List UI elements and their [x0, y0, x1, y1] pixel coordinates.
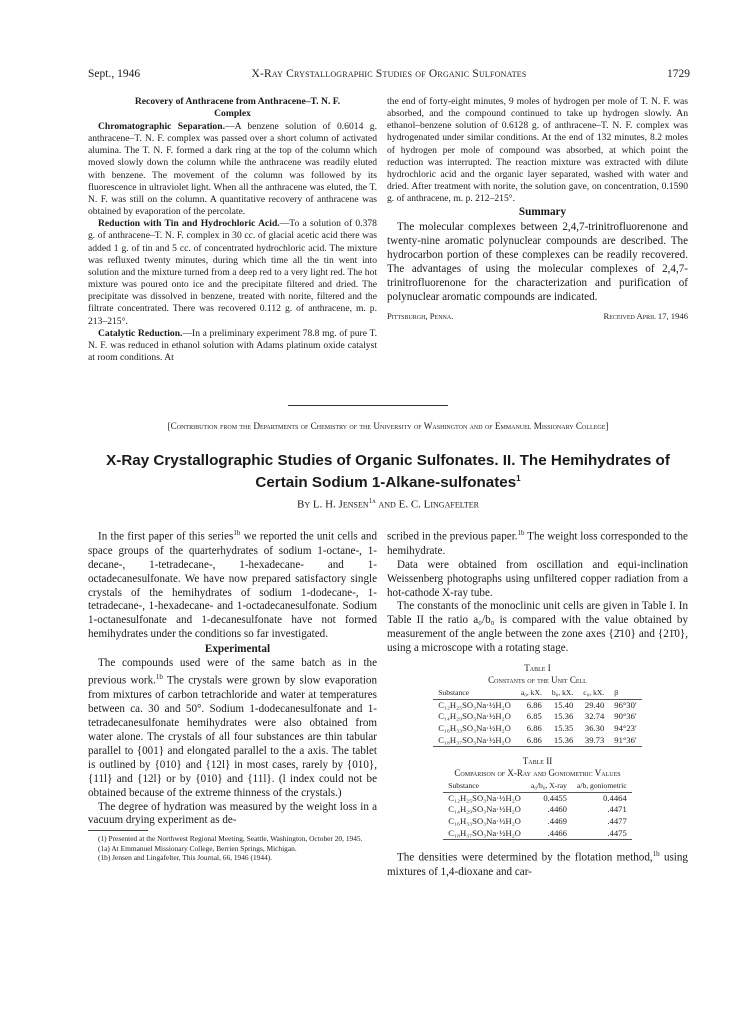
- continuation-paragraph: [387, 527, 688, 559]
- table-2-label: Table II: [522, 756, 553, 767]
- prev-continuation: the end of forty-eight minutes, 9 moles of hydrogen per mole of T. N. F. was absorbed, and the compound continued to take up hydrogen slowly. An ethanol–benzene solution of 0.6128 g. of anthracene–T. N. F. complex was hydrogenated under similar conditions. At the end of 132 minutes, 8.2 moles of hydrogen per mole of compound was absorbed, at which point the reduction was interrupted. The reaction mixture was extracted with dilute hydrochloric acid and the organic layer separated, washed with water and dried. After treatment with norite, the solution gave, on concentration, 0.1590 g. of anthracene, m. p. 212–215°.: [387, 96, 688, 205]
- summary-heading: Summary: [518, 206, 567, 219]
- table-cell: 39.73: [578, 735, 609, 747]
- article-left-column: [88, 527, 377, 863]
- continuation-text-a: scribed in the previous paper.: [387, 530, 518, 543]
- tin-runin: Reduction with Tin and Hydrochloric Acid.: [98, 218, 280, 230]
- article-title: [88, 452, 688, 491]
- authors-by: By: [297, 498, 311, 511]
- densities-text-b: using mixtures of 1,4-dioxane and car-: [387, 851, 688, 878]
- table-cell: 6.85: [526, 711, 542, 722]
- column-header: a/b, goniometric: [572, 779, 632, 792]
- signoff: [387, 310, 688, 322]
- table-header-row: [443, 779, 632, 792]
- table-cell: .4466: [526, 828, 572, 840]
- table-cell: 15.35: [553, 723, 574, 734]
- table-1: [387, 662, 688, 747]
- continuation-text-b: The weight loss corresponded to the hemihydrate.: [387, 530, 688, 557]
- table-2-caption: Comparison of X-Ray and Goniometric Values: [454, 768, 621, 779]
- table-row: [443, 792, 632, 804]
- contribution-line: [Contribution from the Departments of Chemistry of the University of Washington and of Emmanuel Missionary College]: [167, 421, 609, 431]
- table-cell: C₁₂H₂₅SO₃Na·½H₂O: [448, 792, 521, 803]
- table-cell: .4469: [547, 816, 567, 827]
- tin-text: —To a solution of 0.378 g. of anthracene–T. N. F. complex in 30 cc. of glacial acetic acid there was added 1 g. of tin and 5 cc. of concentrated hydrochloric acid. The mixture was refluxed twenty minutes, during which time all the tin went into solution and the mixture turned from a deep red to a very light red. The hot mixture was poured onto ice and the precipitate filtered and dried. The precipitate was dissolved in benzene, treated with norite, filtered and the filtrate concentrated. There was recovered 0.112 g. of anthracene, m. p. 213–215°.: [88, 218, 377, 327]
- article-right-column: [387, 527, 688, 880]
- table-cell: C₁₆H₃₃SO₃Na·½H₂O: [448, 816, 521, 827]
- column-header: Substance: [443, 779, 526, 792]
- author-1: L. H. Jensen: [312, 498, 369, 511]
- table-2: [387, 755, 688, 840]
- table-1-label: Table I: [524, 663, 551, 674]
- intro-footnote-mark: 1b: [233, 529, 241, 537]
- page-number: 1729: [667, 68, 690, 80]
- footnote-1a: (1a) At Emmanuel Missionary College, Berrien Springs, Michigan.: [98, 843, 297, 853]
- experimental-footnote-mark: 1b: [155, 673, 163, 682]
- table-header-row: [433, 686, 642, 699]
- table-row: [443, 828, 632, 840]
- experimental-text-a: The compounds used were of the same batch as in the previous work.: [88, 657, 377, 687]
- table-cell: 15.40: [553, 699, 574, 710]
- table-cell: 90°36′: [614, 711, 637, 722]
- table-cell: C₁₄H₂₉SO₃Na·½H₂O: [448, 804, 521, 815]
- densities-text-a: The densities were determined by the flotation method,: [397, 851, 653, 864]
- table-cell: .4477: [607, 816, 627, 827]
- table-cell: C₁₆H₃₃SO₃Na·½H₂O: [438, 723, 511, 734]
- table-cell: 15.36: [553, 711, 574, 722]
- intro-text-b: we reported the unit cells and space groups of the quarterhydrates of sodium 1-octane-, 1-decane-, 1-tetradecane-, 1-hexadecane- and 1-octadecanesulfonate. We have now prepared satisfactory single crystals of the hemihydrates of sodium 1-dodecane-, 1-tetradecane-, 1-hexadecane- and 1-octadecanesulfonate. Sodium 1-octanesulfonate and 1-decanesulfonate have not formed hemihydrates under the conditions so far investigated.: [88, 530, 377, 641]
- table-cell: .4471: [607, 804, 627, 815]
- chromatographic-text: —A benzene solution of 0.6014 g. anthracene–T. N. F. complex was passed over a short column of activated alumina. The T. N. F. formed a dark ring at the top of the column which moved slowly down the column while the anthracene was readily eluted with benzene. The movement of the column was followed by its fluorescence in ultraviolet light. When all the anthracene was eluted, the T. N. F. was still on the column. A quantitative recovery of anthracene was obtained by evaporation of the percolate.: [88, 121, 377, 218]
- chromatographic-paragraph: [88, 121, 377, 218]
- table-cell: 29.40: [584, 699, 605, 710]
- footnote-rule: [88, 830, 148, 831]
- table-cell: C₁₈H₃₇SO₃Na·½H₂O: [443, 828, 526, 840]
- table-2-grid: [443, 779, 632, 840]
- column-header: a₀, kX.: [516, 686, 547, 699]
- article-title-text: X-Ray Crystallographic Studies of Organic Sulfonates. II. The Hemihydrates of Certain Sodium 1-Alkane-sulfonates: [106, 452, 670, 491]
- received-date: Received April 17, 1946: [603, 311, 688, 322]
- column-header: a₀/b₀, X-ray: [526, 779, 572, 792]
- section-divider: [288, 405, 448, 406]
- location: Pittsburgh, Penna.: [387, 311, 454, 322]
- table-cell: 94°23′: [614, 723, 637, 734]
- column-header: β: [609, 686, 642, 699]
- table-cell: 91°36′: [609, 735, 642, 747]
- table-row: [433, 699, 642, 711]
- chromatographic-runin: Chromatographic Separation.: [98, 121, 225, 132]
- intro-text-a: In the first paper of this series: [98, 530, 234, 543]
- table-cell: 6.86: [526, 723, 542, 734]
- table-row: [443, 804, 632, 816]
- table-cell: C₁₄H₂₉SO₃Na·½H₂O: [438, 711, 511, 722]
- author-2: E. C. Lingafelter: [398, 498, 479, 511]
- tin-paragraph: [88, 218, 377, 327]
- table-cell: 0.4455: [543, 792, 567, 803]
- table-row: [433, 735, 642, 747]
- recovery-heading: Recovery of Anthracene from Anthracene–T. N. F. Complex: [134, 96, 341, 119]
- experimental-paragraph: [88, 657, 377, 800]
- table-row: [433, 723, 642, 735]
- author-1-footnote-mark: 1a: [368, 497, 376, 505]
- data-paragraph: Data were obtained from oscillation and equi-inclination Weissenberg photographs using unfiltered copper radiation from a hot-cathode X-ray tube.: [387, 558, 688, 599]
- table-cell: .4475: [572, 828, 632, 840]
- continuation-footnote-mark: 1b: [517, 529, 525, 537]
- column-header: b₀, kX.: [547, 686, 578, 699]
- experimental-heading: Experimental: [204, 643, 271, 656]
- article-authors: [88, 497, 688, 511]
- catalytic-text: —In a preliminary experiment 78.8 mg. of pure T. N. F. was reduced in ethanol solution with Adams platinum oxide catalyst at room conditions. At: [88, 327, 377, 363]
- intro-paragraph: [88, 527, 377, 642]
- catalytic-paragraph: [88, 328, 377, 364]
- table-row: [433, 711, 642, 723]
- table-cell: C₁₂H₂₅SO₃Na·½H₂O: [438, 699, 511, 710]
- summary-text: The molecular complexes between 2,4,7-trinitrofluorenone and twenty-nine aromatic polynuclear compounds are described. The hydrocarbon portion of these complexes can be readily recovered. The advantages of using the molecular complexes of 2,4,7-trinitrofluorenone for the characterization and purification of polynuclear aromatic compounds are indicated.: [387, 221, 688, 304]
- constants-paragraph: The constants of the monoclinic unit cells are given in Table I. In Table II the ratio a₀/b₀ is compared with the value obtained by measurement of the angle between the zone axes {2̄10} and {21̄0}, using a microscope with a rotating stage.: [387, 600, 688, 655]
- header-running-title: X-Ray Crystallographic Studies of Organic Sulfonates: [251, 68, 527, 80]
- table-row: [443, 816, 632, 828]
- table-1-grid: [433, 686, 642, 747]
- footnote-1: (1) Presented at the Northwest Regional Meeting, Seattle, Washington, October 20, 1945.: [98, 834, 363, 844]
- densities-paragraph: [387, 848, 688, 880]
- authors-and: and: [378, 498, 396, 511]
- prev-article-right-column: [387, 96, 688, 323]
- table-cell: 32.74: [584, 711, 605, 722]
- table-cell: 36.30: [584, 723, 605, 734]
- table-cell: 15.36: [547, 735, 578, 747]
- article-title-footnote-mark: 1: [516, 473, 521, 483]
- column-header: c₀, kX.: [578, 686, 609, 699]
- table-cell: .4460: [547, 804, 567, 815]
- hydration-paragraph: The degree of hydration was measured by the weight loss in a vacuum drying experiment as de-: [88, 800, 377, 827]
- table-1-caption: Constants of the Unit Cell: [488, 675, 587, 686]
- running-head: [88, 68, 690, 84]
- table-cell: 96°30′: [614, 699, 637, 710]
- column-header: Substance: [433, 686, 516, 699]
- table-cell: 0.4464: [603, 792, 627, 803]
- footnote-1b: (1b) Jensen and Lingafelter, This Journal, 66, 1946 (1944).: [98, 853, 273, 863]
- table-cell: 6.86: [526, 699, 542, 710]
- experimental-text-b: The crystals were grown by slow evaporation from mixtures of carbon tetrachloride and water at temperatures between ca. 30 and 50°. Sodium 1-dodecanesulfonate and 1-tetradecanesulfonate hemihydrates were also obtained from water alone. The crystals of all four substances are thin tabular parallel to {001} and elongated parallel to the a axis. The tablet is outlined by {010} and {12l} in most cases, rarely by {010}, {11l} and {12l} or by {010} and {11l}. (l index could not be obtained because of the extreme thinness of the crystals.): [88, 674, 377, 799]
- prev-article-left-column: [88, 96, 377, 364]
- table-cell: 6.86: [516, 735, 547, 747]
- densities-footnote-mark: 1b: [652, 850, 660, 859]
- catalytic-runin: Catalytic Reduction.: [98, 327, 183, 339]
- table-cell: C₁₈H₃₇SO₃Na·½H₂O: [433, 735, 516, 747]
- header-date: Sept., 1946: [88, 68, 141, 80]
